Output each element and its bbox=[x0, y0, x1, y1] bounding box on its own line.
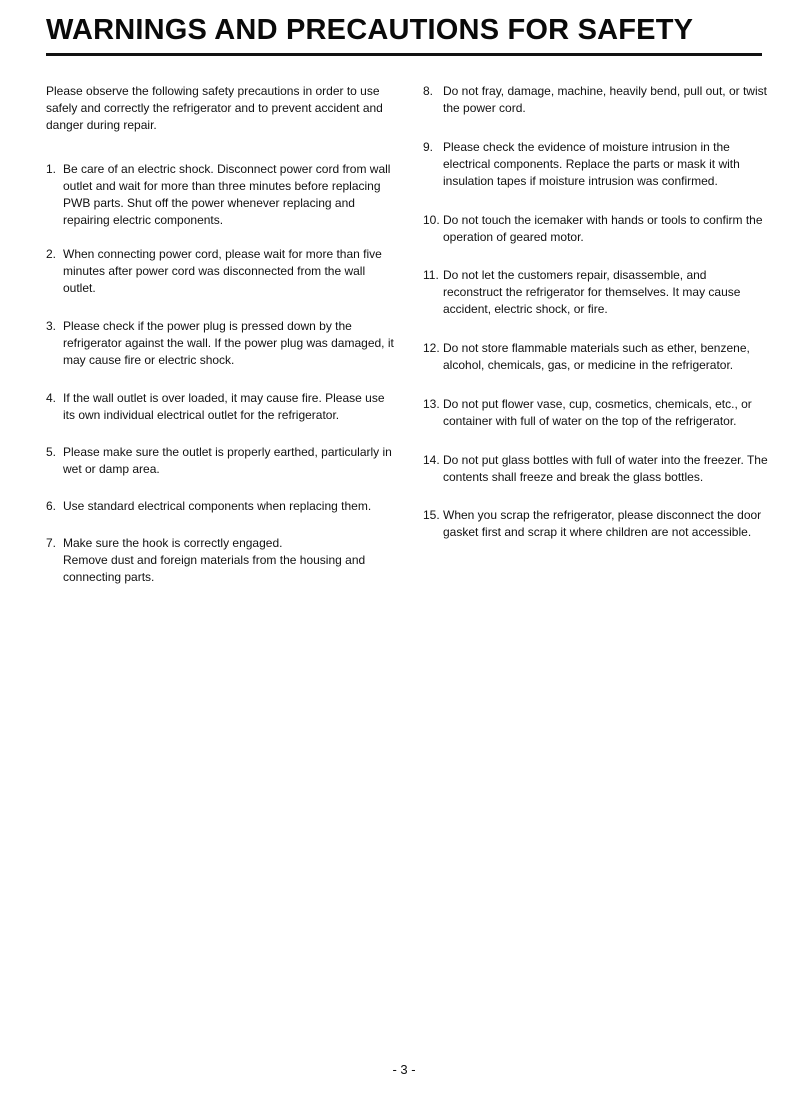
item-number: 6. bbox=[46, 499, 57, 513]
item-number: 5. bbox=[46, 445, 57, 459]
right-column bbox=[423, 83, 768, 541]
item-number: 2. bbox=[46, 247, 57, 261]
precaution-item-10 bbox=[423, 212, 768, 246]
item-text: When connecting power cord, please wait for more than five minutes after power cord was disconnected from the wall outlet. bbox=[63, 247, 382, 295]
precaution-item-3 bbox=[46, 318, 396, 369]
intro-paragraph: Please observe the following safety precautions in order to use safely and correctly the refrigerator and to prevent accident and danger during repair. bbox=[46, 84, 383, 132]
item-number: 14. bbox=[423, 453, 440, 467]
item-text: Please check the evidence of moisture intrusion in the electrical components. Replace the parts or mask it with insulation tapes if moisture intrusion was confirmed. bbox=[443, 140, 740, 188]
precaution-item-1 bbox=[46, 161, 396, 229]
item-number: 10. bbox=[423, 213, 440, 227]
item-number: 9. bbox=[423, 140, 434, 154]
precaution-item-4 bbox=[46, 390, 396, 424]
item-text: Do not touch the icemaker with hands or tools to confirm the operation of geared motor. bbox=[443, 213, 763, 244]
precaution-item-11 bbox=[423, 267, 768, 318]
item-number: 11. bbox=[423, 268, 439, 282]
item-text: Be care of an electric shock. Disconnect power cord from wall outlet and wait for more than three minutes before replacing PWB parts. Shut off the power whenever replacing and repairing electric components. bbox=[63, 162, 391, 227]
left-column bbox=[46, 83, 396, 586]
item-text: Do not store flammable materials such as ether, benzene, alcohol, chemicals, gas, or medicine in the refrigerator. bbox=[443, 341, 750, 372]
item-text: Do not let the customers repair, disassemble, and reconstruct the refrigerator for themselves. It may cause accident, electric shock, or fire. bbox=[443, 268, 741, 316]
page-number: - 3 - bbox=[392, 1062, 416, 1077]
title-underline bbox=[46, 53, 762, 56]
precaution-item-12 bbox=[423, 340, 768, 374]
page-title: WARNINGS AND PRECAUTIONS FOR SAFETY bbox=[46, 14, 694, 46]
precaution-item-9 bbox=[423, 139, 768, 190]
precaution-item-5 bbox=[46, 444, 396, 478]
item-text: Please make sure the outlet is properly earthed, particularly in wet or damp area. bbox=[63, 445, 392, 476]
item-number: 15. bbox=[423, 508, 440, 522]
item-text: Do not put glass bottles with full of water into the freezer. The contents shall freeze and break the glass bottles. bbox=[443, 453, 768, 484]
precaution-item-6 bbox=[46, 498, 396, 515]
precaution-item-14 bbox=[423, 452, 768, 486]
item-text: Do not put flower vase, cup, cosmetics, chemicals, etc., or container with full of water on the top of the refrigerator. bbox=[443, 397, 752, 428]
item-number: 4. bbox=[46, 391, 57, 405]
item-number: 8. bbox=[423, 84, 434, 98]
item-text: Do not fray, damage, machine, heavily bend, pull out, or twist the power cord. bbox=[443, 84, 767, 115]
item-number: 1. bbox=[46, 162, 57, 176]
item-text: If the wall outlet is over loaded, it may cause fire. Please use its own individual electrical outlet for the refrigerator. bbox=[63, 391, 385, 422]
item-text: When you scrap the refrigerator, please disconnect the door gasket first and scrap it where children are not accessible. bbox=[443, 508, 762, 539]
item-text: Use standard electrical components when replacing them. bbox=[63, 499, 372, 513]
precaution-item-13 bbox=[423, 396, 768, 430]
precaution-item-8 bbox=[423, 83, 768, 117]
item-number: 13. bbox=[423, 397, 440, 411]
precaution-item-7 bbox=[46, 535, 396, 586]
precaution-item-15 bbox=[423, 507, 768, 541]
item-number: 3. bbox=[46, 319, 57, 333]
item-number: 12. bbox=[423, 341, 440, 355]
item-text: Please check if the power plug is pressed down by the refrigerator against the wall. If the power plug was damaged, it may cause fire or electric shock. bbox=[63, 319, 394, 367]
item-number: 7. bbox=[46, 536, 57, 550]
item-text: Make sure the hook is correctly engaged. Remove dust and foreign materials from the housing and connecting parts. bbox=[63, 536, 366, 584]
precaution-item-2 bbox=[46, 246, 396, 297]
